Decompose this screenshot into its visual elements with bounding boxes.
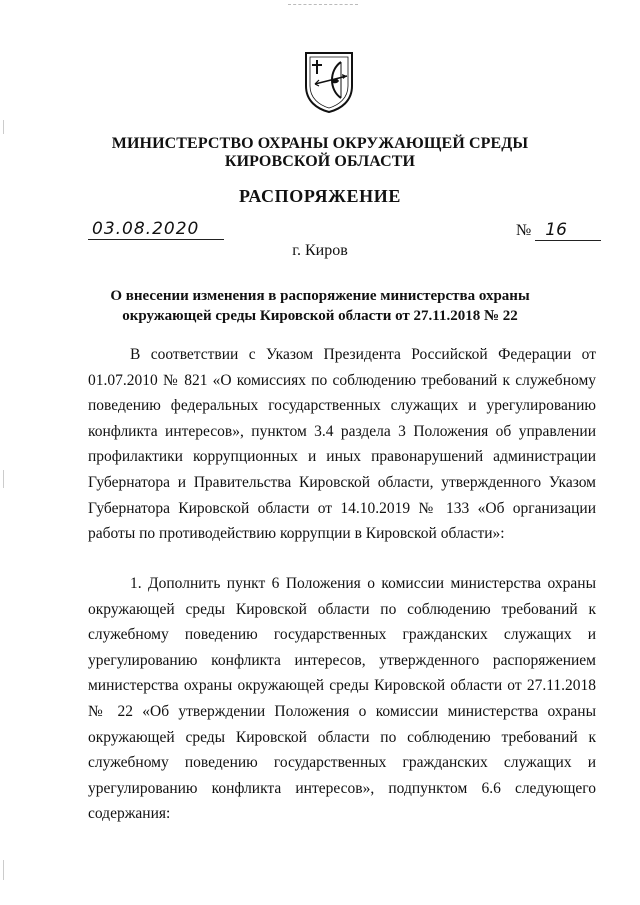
scan-artifact (3, 860, 4, 880)
city-line: г. Киров (292, 242, 348, 259)
subject-line2: окружающей среды Кировской области от 27.11.2018 № 22 (122, 308, 518, 324)
body-paragraph-2: 1. Дополнить пункт 6 Положения о комиссии министерства охраны окружающей среды Кировской области по соблюдению требований к служебному поведению государственных гражданских служащих и урегулированию конфликта интересов, утвержденного распоряжением министерства охраны окружающей среды Кировской области от 27.11.2018 № 22 «Об утверждении Положения о комиссии министерства охраны окружающей среды Кировской области по соблюдению требований к служебному поведению государственных гражданских служащих и урегулированию конфликта интересов», подпунктом 6.6 следующего содержания: (88, 575, 596, 823)
scan-artifact (3, 470, 4, 488)
scan-artifact (288, 4, 358, 6)
coat-of-arms-icon (303, 50, 355, 114)
document-subject (90, 286, 550, 326)
document-number (516, 220, 601, 241)
scan-artifact (3, 120, 4, 134)
subject-line1: О внесении изменения в распоряжение министерства охраны (110, 288, 530, 304)
document-type-title: РАСПОРЯЖЕНИЕ (239, 186, 401, 206)
number-value: 16 (535, 220, 601, 241)
ministry-name-line1: МИНИСТЕРСТВО ОХРАНЫ ОКРУЖАЮЩЕЙ СРЕДЫ (111, 135, 529, 152)
ministry-name-line2: КИРОВСКОЙ ОБЛАСТИ (224, 153, 416, 170)
body-paragraph-1: В соответствии с Указом Президента Российской Федерации от 01.07.2010 № 821 «О комиссиях по соблюдению требований к служебному поведению федеральных государственных служащих и урегулированию конфликта интересов», пунктом 3.4 раздела 3 Положения об управлении профилактики коррупционных и иных правонарушений администрации Губернатора и Правительства Кировской области, утвержденного Указом Губернатора Кировской области от 14.10.2019 № 133 «Об организации работы по противодействию коррупции в Кировской области»: (88, 346, 596, 543)
number-label: № (516, 222, 532, 239)
document-date: 03.08.2020 (88, 219, 224, 240)
